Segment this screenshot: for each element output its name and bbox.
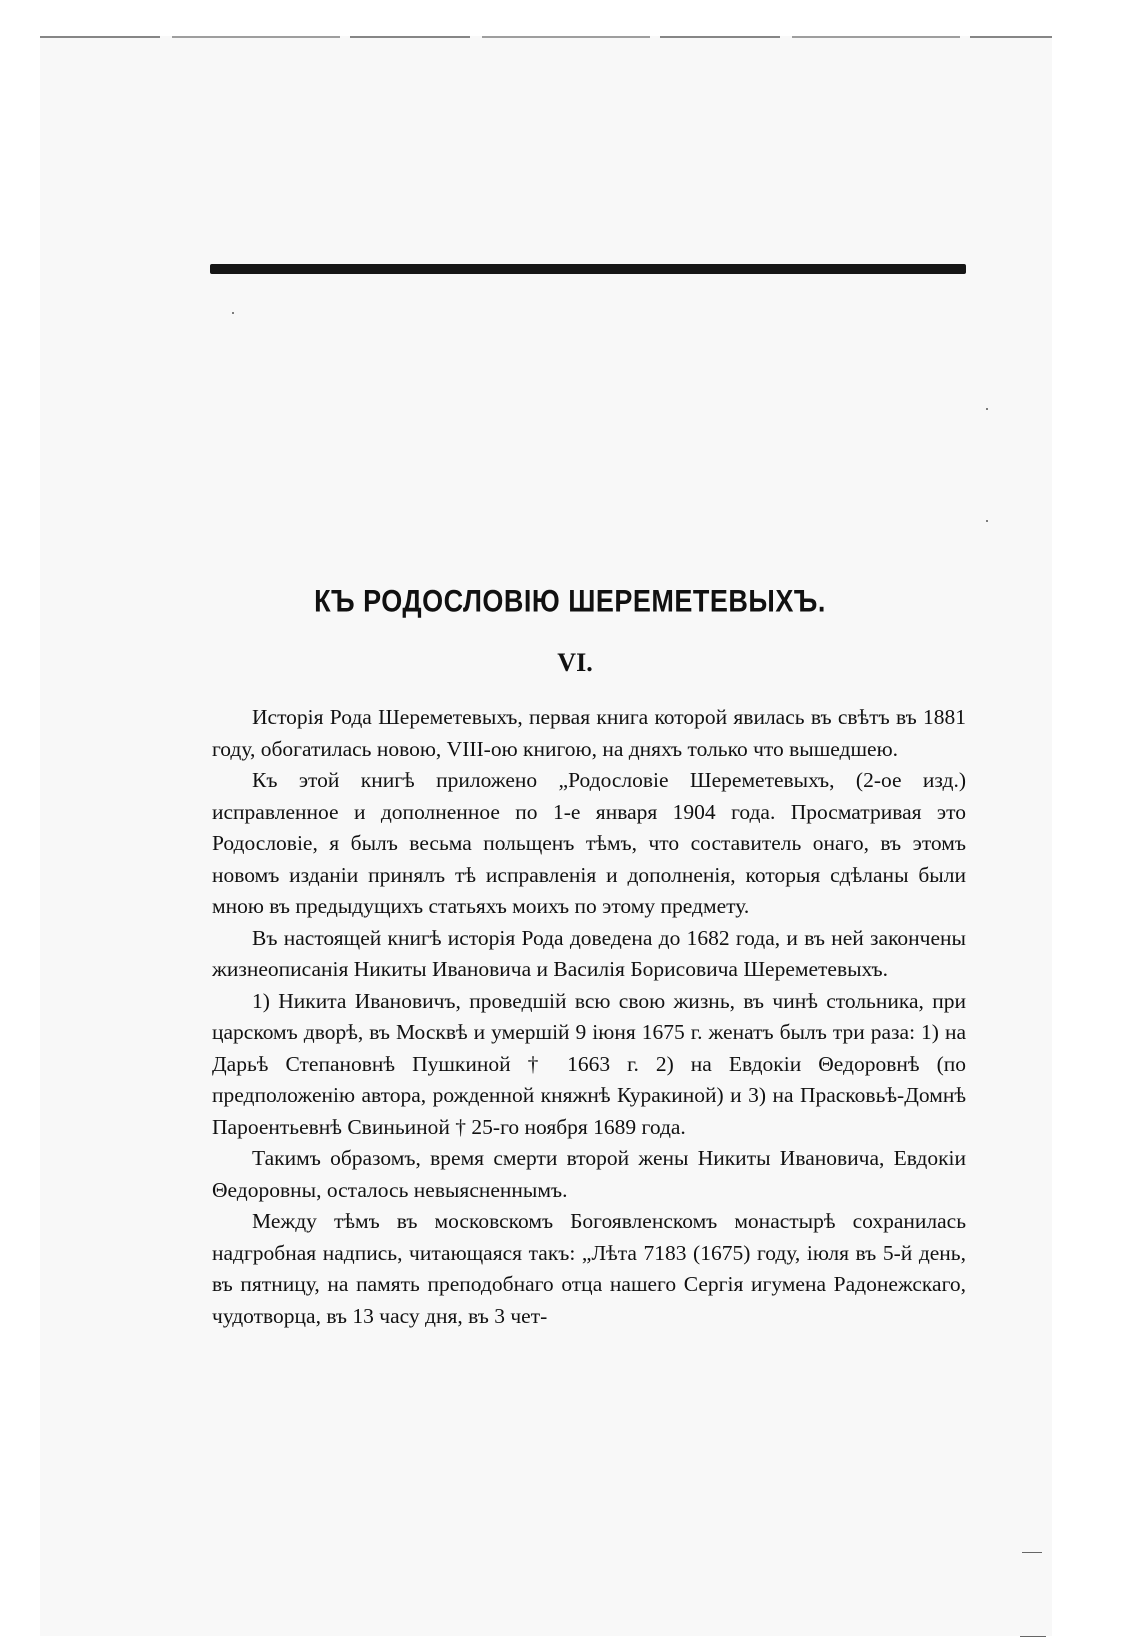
page-title: КЪ РОДОСЛОВІЮ ШЕРЕМЕТЕВЫХЪ.: [314, 583, 826, 619]
paragraph: Къ этой книгѣ приложено „Родословіе Шереметевыхъ, (2-ое изд.) исправленное и дополненное по 1-е января 1904 года. Просматривая это Родословіе, я былъ весьма польщенъ тѣмъ, что составитель онаго, въ этомъ новомъ изданіи принялъ тѣ исправленія и дополненія, которыя сдѣланы были мною въ предыдущихъ статьяхъ моихъ по этому предмету.: [212, 768, 966, 918]
paragraph: Въ настоящей книгѣ исторія Рода доведена до 1682 года, и въ ней закончены жизнеописанія Никиты Ивановича и Василія Борисовича Шереметевыхъ.: [212, 925, 966, 981]
scan-mark: [1020, 1636, 1046, 1637]
scan-mark: [1022, 1552, 1042, 1553]
section-numeral: VI.: [557, 648, 593, 677]
paragraph: Такимъ образомъ, время смерти второй жены Никиты Ивановича, Евдокіи Θедоровны, осталось невыясненнымъ.: [212, 1146, 966, 1202]
paragraph: 1) Никита Ивановичъ, проведшій всю свою жизнь, въ чинѣ стольника, при царскомъ дворѣ, въ Москвѣ и умершій 9 іюня 1675 г. женатъ былъ три раза: 1) на Дарьѣ Степановнѣ Пушкиной † 1663 г. 2) на Евдокіи Θедоровнѣ (по предположенію автора, рожденной княжнѣ Куракиной) и 3) на Прасковьѣ-Домнѣ Пароентьевнѣ Свиньиной † 25-го ноября 1689 года.: [212, 988, 966, 1139]
paragraph: Исторія Рода Шереметевыхъ, первая книга которой явилась въ свѣтъ въ 1881 году, обогатилась новою, VIII-ою книгою, на дняхъ только что вышедшею.: [212, 705, 966, 761]
scan-top-edge: [40, 36, 1052, 38]
scan-speck: [986, 408, 988, 410]
body-text: [212, 702, 966, 1332]
paragraph: Между тѣмъ въ московскомъ Богоявленскомъ монастырѣ сохранилась надгробная надпись, читающаяся такъ: „Лѣта 7183 (1675) году, іюля въ 5-й день, въ пятницу, на память преподобнаго отца нашего Сергія игумена Радонежскаго, чудотворца, въ 13 часу дня, въ 3 чет-: [212, 1209, 966, 1328]
scan-speck: [232, 312, 234, 314]
scan-speck: [986, 520, 988, 522]
header-rule: [210, 264, 966, 274]
